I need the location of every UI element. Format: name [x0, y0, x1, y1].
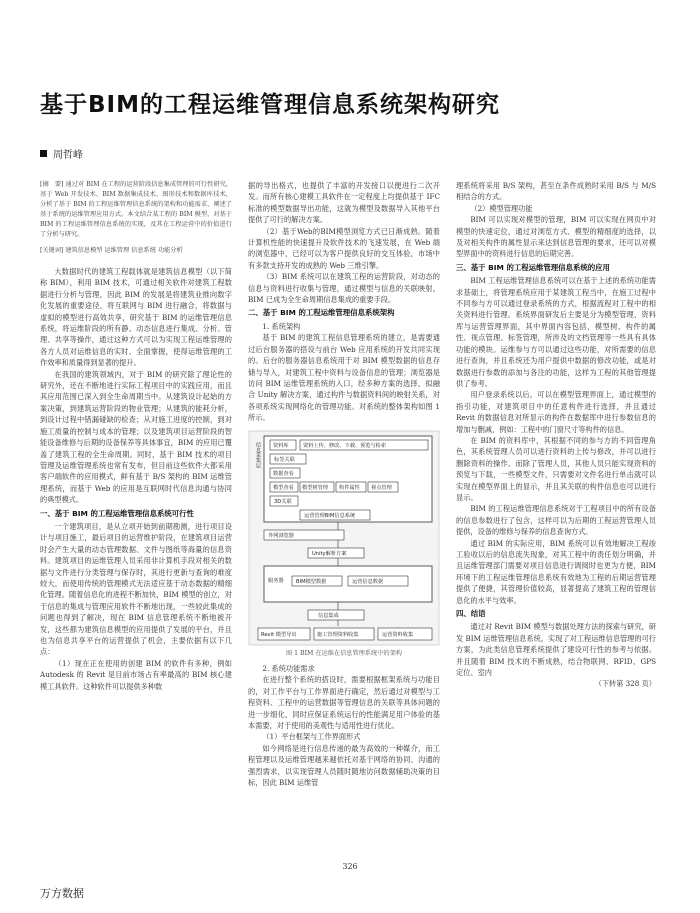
paragraph: （3）BIM 系统可以在建筑工程的运营阶段，对动态的信息与资料进行收集与管理，通过模型与信息的关联映射，BIM 已成为全生命周期信息集成的重要手段。 — [248, 272, 440, 305]
diagram-node: 模型树管理 — [302, 484, 328, 491]
continuation-note: （下转第 328 页） — [594, 679, 656, 689]
keywords: [关键词] 建筑信息模型 运维管理 信息系统 功能分析 — [40, 247, 183, 254]
diagram-node: 资料库 — [273, 442, 289, 449]
diagram-node: 信息集成 — [318, 612, 339, 619]
paragraph: 如今网络是进行信息传递的最为高效的一种媒介，而工程管理以及运维管理越来越依托对基于网络的协同、沟通的强烈需求，以实现管理人员随时随地访问数据辅助决策的目标，因此 BIM 运维管 — [248, 743, 440, 787]
diagram-node: 3D关联 — [274, 498, 292, 505]
diagram-node: 施工管理资料收集 — [317, 631, 359, 638]
diagram-node: BIM模型数据 — [296, 578, 327, 585]
paragraph: BIM 的工程运维管理信息系统对于工程项目中的所有设备的信息参数进行了包含，这样可以为后期的工程运营管理人员提供，设备的维修与保养的信息查询方式。 — [456, 504, 656, 537]
paragraph: 一个建筑项目，是从立项开始到前期勘测，进行项目设计与项目施工，最后项目的运营维护阶段，在建筑项目运营时会产生大量的动态管理数据、文件与图纸等海量的信息资料。建筑项目的运维管理人员采用非计算机手段对相关的数据与文件进行分类管理与保存时，其进行更新与查询的难度较大，而使用传统的管理模式无法适应基于动态数据的精细化管理。随着信息化的进程不断加快，BIM 模型的创立，对于信息的集成与管理应用软件不断地出现，一些较此集成的问题也得到了解决，现在 BIM 信息管理系统不断地被开发，这些都为建筑信息模型的应用提供了发展的平台，并且也为信息共享平台的运营提供了机会，主要依据有以下几点： — [40, 521, 232, 657]
subsection-heading: 2. 系统功能需求 — [262, 663, 315, 673]
paragraph: （2）模型管理功能 — [470, 203, 533, 213]
paragraph: （1）平台框架与工作界面形式 — [262, 732, 361, 742]
column-2 — [248, 180, 440, 788]
square-bullet-icon — [40, 150, 47, 157]
paragraph: （2）基于Web的BIM模型浏览方式已日渐成熟。随着计算机性能的快速提升及软件技术的飞速发展，在 Web 端的浏览器中，已经可以为客户提供良好的交互体验，市场中有多款支持开发的成熟的 Web 三维引擎。 — [248, 226, 440, 270]
paragraph: 用户登录系统以后，可以在模型管理界面上，通过模型的指引功能，对建筑项目中的任意构件进行选择，并且通过 Revit 的数据信息对所显示的构件在数据库中进行参数信息的增加与删减，例如：工程中的门窗尺寸等构件的信息。 — [456, 390, 656, 434]
paragraph: BIM 工程运维管理信息系统可以在基于上述的系统功能需求基础上，将管理系统应用于某建筑工程当中，在施工过程中不同参与方可以通过登录系统的方式，根据流程对工程中的相关资料进行管理。系统界面研发后主要是分为模型管理、资料库与运营管理界面，其中界面内容包括，模型树、构件的属性、视点管理、标签管理，所涉及的文档管理等一些具有具体功能的模块。运维参与方可以通过这些功能，对所需要的信息进行查询，并且系统还为用户提供中数据的修改功能，或是对数据进行参数的添加与各注的功能，这样为工程的其他管理提供了参考。 — [456, 276, 656, 388]
abstract: [摘 要] 通过对 BIM 在工程的运营阶段信息集成管理的可行性研究，基于 Web 开发技术、BIM 数据集成技术、图形技术和数据库技术，分析了基于 BIM 的工程运维管理信息系统的架构和功能需求，阐述了基于系统的运维管理应用方式。本文结合某工程的 BIM 模型，对基于 BIM 的工程运维管理信息系统的实现，及其在工程运营中的价值进行了分析与研究。 — [40, 181, 232, 238]
watermark: 万方数据 — [40, 887, 84, 900]
diagram-node: Revit 模型导出 — [261, 631, 297, 638]
side-label: 信息采集层 — [255, 441, 261, 468]
paragraph: 在我国的建筑领域内，对于 BIM 的研究除了理论性的研究外，还在不断地进行实际工程项目中的实践应用，而且其应用范围已深入到全生命周期当中。从建筑设计起始的方案决策，到建筑运营阶段的物业管理；从建筑的能耗分析，到设计过程中错漏碰缺的检查；从对施工进度的控制，到对施工质量的控制与成本的管理；以及建筑项目运营阶段的智能设备维修与后期的设备保养等具体事宜，BIM 的应用已覆盖了建筑工程的全生命周期。同时，基于 BIM 技术的项目管理及运维管理系统也常有发布，但目前这些软件大都采用客户端软件的应用模式，鲜有基于 B/S 架构的 BIM 运维管理系统，而基于 Web 的应用是互联网时代信息沟通与协同的典型模式。 — [40, 369, 232, 505]
diagram-node: 数据查看 — [273, 470, 294, 477]
paragraph: BIM 可以实现对模型的管理，BIM 可以实现在网页中对模型的快速定位，通过对浏览方式、模型的精细度的选择，以及对相关构件的属性显示来达到信息管理的要求，还可以对模型界面中的资料进行信息的后期完善。 — [456, 215, 656, 259]
author-name: 周哲峰 — [53, 150, 83, 161]
section-heading: 二、基于 BIM 的工程运维管理信息系统架构 — [248, 308, 395, 318]
figure-caption: 图 1 BIM 在运维在信息管理系统中的架构 — [286, 649, 402, 657]
paragraph: 在 BIM 的资料库中，其根据不同的参与方的不同管理角色，其系统管理人员可以进行资料的上传与修改，并可以进行删除资料的操作。而除了管理人员，其他人员只能实现资料的预览与下载，一些模型文件，只需要对文件名进行单击就可以实现在模型界面上的显示，并且其关联的构件信息也可以进行显示。 — [456, 435, 656, 502]
diagram-node: 运营管理BIM信息系统 — [304, 512, 356, 519]
paragraph: 理系统将采用 B/S 架构，甚至在条件成熟时采用 B/S 与 M/S 相结合的方式。 — [456, 181, 656, 202]
paragraph: 在进行整个系统的搭设时，需要根据框架系统与功能目的，对工作平台与工作界面进行确定，然后通过对模型与工程资料、工程中的运营数据等管理信息的关联等具体问题的进一步细化，同时应保证系统运行的性能满足用户体验的基本需要，对于使用的美观性与适用性进行优化。 — [248, 675, 440, 730]
paragraph: 大数据时代的建筑工程载体就是建筑信息模型（以下简称 BIM），利用 BIM 技术，可通过相关软件对建筑工程数据进行分析与管理，因此 BIM 的发展是将建筑业推向数字化发展的重要途径，将互联网与 BIM 进行融合，将数据与虚拟的模型进行高效共享，研究基于 BIM 的运维管理信息系统，将运维阶段的所有静、动态信息进行集成、分析、管理、共享等操作，通过这种方式可以为实现工程运维管理的各方人员对运维信息的实时、全面掌握，使得运维管理的工作效率和质量得到显著的提升。 — [40, 267, 232, 368]
page-number: 326 — [342, 862, 358, 871]
paragraph: （1）现在正在使用的创建 BIM 的软件有多种，例如 Autodesk 的 Revit 是目前市场占有率最高的 BIM 核心建模工具软件。这种软件可以提供多种数 — [40, 658, 232, 691]
article-title: 基于BIM的工程运维管理信息系统架构研究 — [40, 92, 500, 118]
diagram-node: 运营资料收集 — [382, 631, 414, 638]
diagram-node: 模型查看 — [273, 484, 294, 491]
diagram-node: Unity解析方案 — [312, 550, 347, 557]
section-heading: 四、结语 — [456, 609, 486, 619]
paragraph: 据的导出格式，也提供了丰富的开发接口以便进行二次开发。而所有核心建模工具软件在一定程度上均提供基于 IFC 标准的模型数据导出功能，这就为模型及数据导入其他平台提供了可行的解决方案。 — [248, 181, 440, 225]
section-heading: 一、基于 BIM 的工程运维管理信息系统可行性 — [40, 508, 194, 518]
diagram-node: 运营信息数据 — [352, 578, 384, 585]
diagram-node: 外网浏览器 — [268, 532, 294, 539]
diagram-node: 构件属性 — [339, 484, 360, 491]
diagram-node: 资料上传、修改、下载、预览与检索 — [303, 442, 387, 449]
architecture-figure — [248, 430, 440, 646]
column-3 — [456, 180, 656, 690]
author-line — [40, 146, 83, 161]
diagram-node: 视点管理 — [371, 484, 392, 491]
subsection-heading: 1. 系统架构 — [262, 321, 301, 331]
paragraph: 基于 BIM 的建筑工程信息管理系统的建立，是需要通过后台服务器的搭设与前台 Web 应用系统的开发共同实现的。后台的服务器信息系统用于对 BIM 模型数据的信息存储与导入，对建筑工程中资料与设备信息的管理；浏览器是访问 BIM 运维管理系统的入口，经多种方案的选择，拟融合 Unity 解决方案，通过构件与数据资料间的映射关系，对各项系统实现网络化的管理功能。对系统的整体架构如图 1 所示。 — [248, 333, 440, 423]
paragraph: 通过 BIM 的实际应用，BIM 系统可以有效地解决工程竣工验收以后的信息流失现象，对其工程中的责任划分明确，并且运维管理部门需要对项目信息进行调阅时也更为方便，BIM 环境下的工程运维管理信息系统有效地为工程的后期运营管理提供了便捷，其管理价值较高，显著提高了建筑工程的管理信息化的水平与效率。 — [456, 538, 656, 605]
architecture-diagram — [248, 430, 440, 646]
paragraph: 通过对 Revit BIM 模型与数据处理方法的探索与研究，研发 BIM 运维管理信息系统，实现了对工程运维信息管理的可行方案，为此类信息管理系统提供了建设可行性的参考与依据。并且随着 BIM 技术的不断成熟，结合物联网、RFID、GPS 定位、室内 — [456, 622, 656, 678]
diagram-node: 服务器 — [268, 577, 284, 584]
diagram-node: 标签关联 — [274, 456, 295, 463]
section-heading: 三、基于 BIM 的工程运维管理信息系统的应用 — [456, 262, 610, 272]
column-1 — [40, 180, 232, 692]
